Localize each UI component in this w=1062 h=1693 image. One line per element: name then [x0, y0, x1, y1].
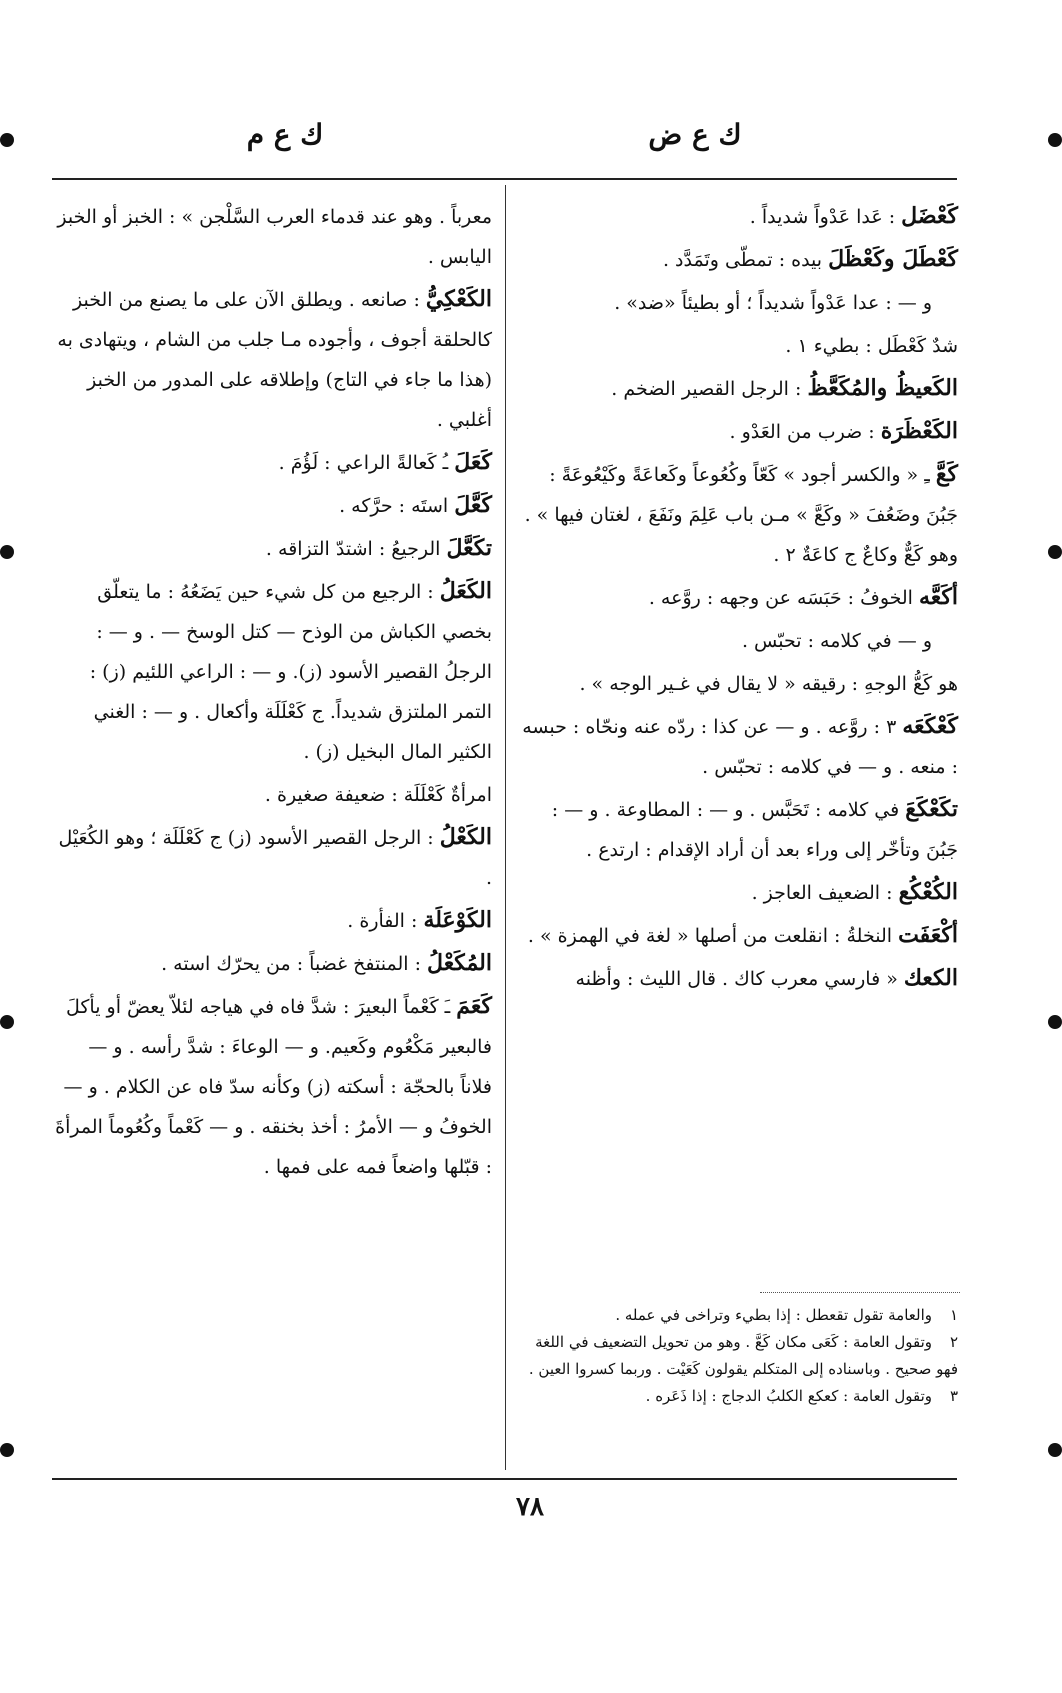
headword: الكَعَلُ — [439, 578, 492, 604]
entry-text: هو كَعُّ الوجهِ : رقيقه « لا يقال في غـير الوجه » . — [579, 673, 958, 695]
footnote-text: وتقول العامة : كَعَى مكان كَعَّ . وهو من تحويل التضعيف في اللغة فهو صحيح . وباسناده إلى المتكلم يقولون كَعَيْت . وربما كسروا العين . — [528, 1333, 958, 1378]
entry-text: في كلامه : تَحَبَّس . و — : المطاوعة . و — : جَبُنَ وتأخّر إلى وراء بعد أن أراد الإقدام : ارتدع . — [551, 799, 958, 861]
entry — [518, 196, 958, 237]
headword: كَعْكَعَه — [902, 713, 958, 739]
entry-text: : الرجل القصير الأسود (ز) ج كَعْلَلَة ؛ وهو الكُعَيْل . — [58, 827, 492, 889]
page-number: ٧٨ — [516, 1492, 544, 1522]
entry-text: : صانعه . ويطلق الآن على ما يصنع من الخبز كالحلقة أجوف ، وأجوده مـا جلب من الشام ، ويتهادى به (هذا ما جاء في التاج) وإطلاقه على المدور من الخبز أغلبي . — [57, 289, 492, 431]
entry — [52, 442, 492, 483]
footnote — [518, 1329, 958, 1383]
headword: الكَعْظَرَة — [880, 418, 958, 444]
scan-mark — [1048, 1443, 1062, 1457]
running-head-right: ك ع ض — [648, 118, 742, 151]
entry — [52, 943, 492, 984]
footnote-number: ١ — [949, 1306, 958, 1324]
footnote-number: ٢ — [949, 1333, 958, 1351]
headword: أكْعَفَت — [898, 922, 958, 948]
right-column — [518, 196, 958, 1001]
entry-text: و — في كلامه : تحبّس . — [741, 630, 932, 652]
entry-text: امرأةٌ كَعْلَلَة : ضعيفة صغيرة . — [264, 784, 492, 806]
entry-text: معرباً . وهو عند قدماء العرب السَّلْجن » : الخبز أو الخبز اليابس . — [57, 206, 492, 268]
headword: كَعْطَلَ وكَعْظَلَ — [828, 246, 958, 272]
headword: تكَعْكَعَ — [905, 796, 958, 822]
headword: كَعَّلَ — [454, 492, 492, 518]
bottom-rule — [52, 1478, 957, 1480]
entry — [52, 485, 492, 526]
entry — [518, 411, 958, 452]
footnote — [518, 1383, 958, 1410]
entry — [52, 900, 492, 941]
entry — [52, 817, 492, 898]
entry-text: : عَدا عَدْواً شديداً . — [749, 206, 902, 228]
headword: الكُعْكُع — [898, 879, 958, 905]
entry-text: ـَ كَعْماً البعيرَ : شدَّ فاه في هياجه لئلاّ يعضّ أو يأكلَ فالبعير مَكْعُوم وكَعيم. و — الوعاءَ : شدَّ رأسه . و — فلاناً بالحجّة : أسكته (ز) وكأنه سدّ فاه عن الكلام . و — الخوفُ و — الأمرُ : أخذ بخنقه . و — كَعْماً وكُعُوماً المرأةَ : قبّلها واضعاً فمه على فمها . — [55, 996, 492, 1178]
entry-text: : الضعيف العاجز . — [751, 882, 899, 904]
headword: تكَعَّلَ — [446, 535, 492, 561]
entry-text: شدٌ كَعْطَل : بطيء ١ . — [785, 335, 958, 357]
entry — [518, 368, 958, 409]
entry — [518, 620, 958, 661]
footnote — [518, 1302, 958, 1329]
headword: كَعَمَ — [456, 993, 492, 1019]
headword: الكَعيظُ والمُكَعَّظُ — [807, 375, 958, 401]
entry-text: : ضرب من العَدْو . — [729, 421, 881, 443]
entry — [52, 571, 492, 772]
entry-text: ـِ « والكسر أجود » كَعّاً وكُعُوعاً وكَعاعَةً وكَيْعُوعَةً : جَبُنَ وضَعُفَ « وكَعَّ » مـن باب عَلِمَ ونَفَعَ ، لغتان فيها » . وهو كَعٌّ وكاعٌ ج كاعَةٌ ٢ . — [524, 464, 958, 566]
column-divider — [505, 185, 506, 1470]
entry — [518, 706, 958, 787]
headword: كَعْضَل — [901, 203, 958, 229]
scan-mark — [0, 1443, 14, 1457]
footnote-text: والعامة تقول تقعطل : إذا بطيء وتراخى في عمله . — [615, 1306, 932, 1324]
entry-text: : الفأرة . — [347, 910, 424, 932]
entry — [52, 528, 492, 569]
entry-text: استَه : حرَّكه . — [339, 495, 455, 517]
scan-mark — [0, 1015, 14, 1029]
entry — [518, 872, 958, 913]
entry — [52, 774, 492, 815]
headword: الكَعْلُ — [439, 824, 492, 850]
entry — [518, 915, 958, 956]
footnote-separator — [760, 1292, 960, 1293]
entry — [52, 986, 492, 1187]
headword: المُكَعْلُ — [427, 950, 492, 976]
scan-mark — [0, 133, 14, 147]
running-head-left: ك ع م — [246, 118, 324, 151]
entry-text: : الرجل القصير الضخم . — [611, 378, 808, 400]
headword: الكَعْكِيُّ — [425, 286, 492, 312]
entry-text: ٣ : روَّعه . و — عن كذا : ردّه عنه ونحّاه : حبسه : منعه . و — في كلامه : تحبّس . — [522, 716, 958, 778]
headword: الكَوْعَلَة — [423, 907, 492, 933]
scan-mark — [1048, 1015, 1062, 1029]
entry — [518, 325, 958, 366]
headword: كَعَّ — [935, 461, 958, 487]
entry-text: الرجيعُ : اشتدّ التزاقه . — [265, 538, 447, 560]
scan-mark — [1048, 133, 1062, 147]
entry — [52, 196, 492, 277]
entry — [518, 577, 958, 618]
entry-text: « فارسي معرب كاك . قال الليث : وأظنه — [575, 968, 904, 990]
footnote-number: ٣ — [949, 1387, 958, 1405]
entry — [518, 663, 958, 704]
entry-text: و — : عدا عَدْواً شديداً ؛ أو بطيئاً «ضد» . — [614, 292, 932, 314]
entry-text: بيده : تمطّى وتَمَدَّد . — [662, 249, 829, 271]
headword: أكَعَّه — [919, 584, 958, 610]
entry-text: ـُ كَعالةً الراعي : لَؤُمَ . — [278, 452, 455, 474]
headword: الكعك — [903, 965, 958, 991]
footnotes — [518, 1302, 958, 1410]
entry — [518, 282, 958, 323]
entry — [518, 239, 958, 280]
entry — [52, 279, 492, 440]
entry — [518, 789, 958, 870]
entry-text: : المنتفخ غضباً : من يحرّك استه . — [161, 953, 428, 975]
entry — [518, 454, 958, 575]
entry-text: الخوفُ : حَبَسَه عن وجهه : روَّعه . — [648, 587, 919, 609]
entry — [518, 958, 958, 999]
entry-text: : الرجيع من كل شيء حين يَضَعُهُ : ما يتعلّق بخصي الكباش من الوذح — كتل الوسخ — . و — : الرجلُ القصير الأسود (ز). و — : الراعي اللئيم (ز) : التمر الملتزق شديداً. ج كَعْلَلَة وأكعال . و — : الغني الكثير المال البخيل (ز) . — [89, 581, 492, 763]
entry-text: النخلةُ : انقلعت من أصلها « لغة في الهمزة » . — [527, 925, 899, 947]
footnote-text: وتقول العامة : كعكع الكلبُ الدجاج : إذا ذَعَره . — [645, 1387, 932, 1405]
headword: كَعَلَ — [454, 449, 492, 475]
scan-mark — [1048, 545, 1062, 559]
top-rule — [52, 178, 957, 180]
left-column — [52, 196, 492, 1189]
scan-mark — [0, 545, 14, 559]
